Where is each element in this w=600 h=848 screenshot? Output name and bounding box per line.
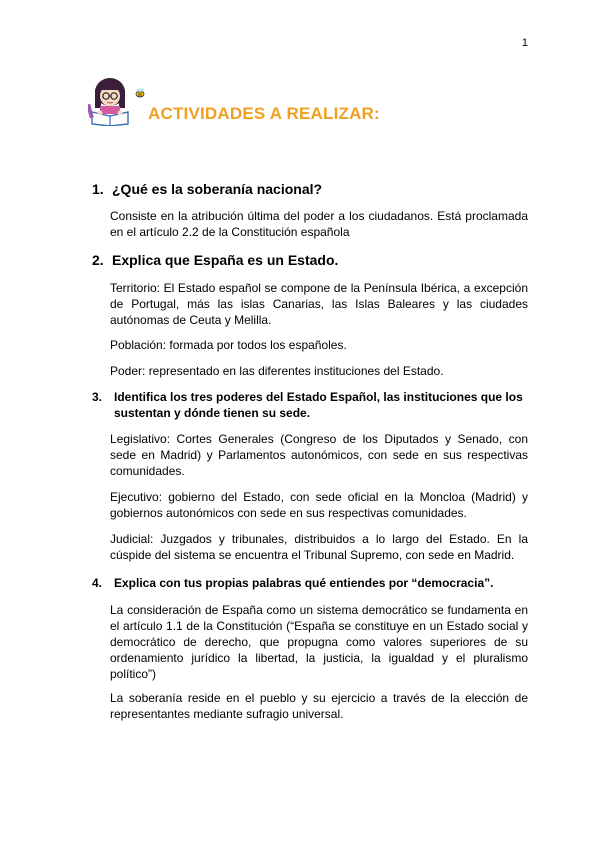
answer-paragraph: Poder: representado en las diferentes instituciones del Estado. (110, 364, 444, 378)
question-1 (92, 181, 532, 197)
answer-paragraph: Legislativo: Cortes Generales (Congreso de los Diputados y Senado, con sede en Madrid) y Parlamentos autonómicos, con sede en sus respectivas comunidades. (110, 432, 528, 478)
question-3 (92, 389, 532, 421)
girl-reading-mascot-icon (88, 74, 152, 126)
question-number: 2. (92, 252, 104, 268)
page-title: ACTIVIDADES A REALIZAR: (148, 104, 380, 123)
question-title: Explica que España es un Estado. (112, 252, 339, 268)
question-number: 3. (92, 390, 103, 404)
question-4 (92, 575, 532, 591)
question-title: Identifica los tres poderes del Estado Español, las instituciones que los sustentan y dónde tienen su sede. (114, 390, 523, 420)
answer-paragraph: Territorio: El Estado español se compone de la Península Ibérica, a excepción de Portugal, más las islas Canarias, las Islas Baleares y las ciudades autónomas de Ceuta y Melilla. (110, 281, 528, 327)
answer-paragraph: Ejecutivo: gobierno del Estado, con sede oficial en la Moncloa (Madrid) y gobiernos autonómicos con sede en sus respectivas comunidades. (110, 490, 528, 520)
question-title: Explica con tus propias palabras qué entiendes por “democracia”. (114, 576, 494, 590)
answer-paragraph: La consideración de España como un sistema democrático se fundamenta en el artículo 1.1 de la Constitución (“España se constituye en un Estado social y democrático de derecho, que propugna como valores superiores de su ordenamiento jurídico la libertad, la justicia, la igualdad y el pluralismo político”) (110, 603, 528, 681)
answer-paragraph: Consiste en la atribución última del poder a los ciudadanos. Está proclamada en el artículo 2.2 de la Constitución española (110, 209, 528, 239)
header (88, 74, 508, 130)
answer-paragraph: Judicial: Juzgados y tribunales, distribuidos a lo largo del Estado. En la cúspide del sistema se encuentra el Tribunal Supremo, con sede en Madrid. (110, 532, 528, 562)
answer-paragraph: La soberanía reside en el pueblo y su ejercicio a través de la elección de representantes mediante sufragio universal. (110, 691, 528, 721)
question-2 (92, 252, 532, 268)
page-number: 1 (521, 37, 528, 49)
question-number: 4. (92, 576, 103, 590)
question-number: 1. (92, 181, 104, 197)
answer-paragraph: Población: formada por todos los españoles. (110, 338, 347, 352)
question-title: ¿Qué es la soberanía nacional? (112, 181, 323, 197)
